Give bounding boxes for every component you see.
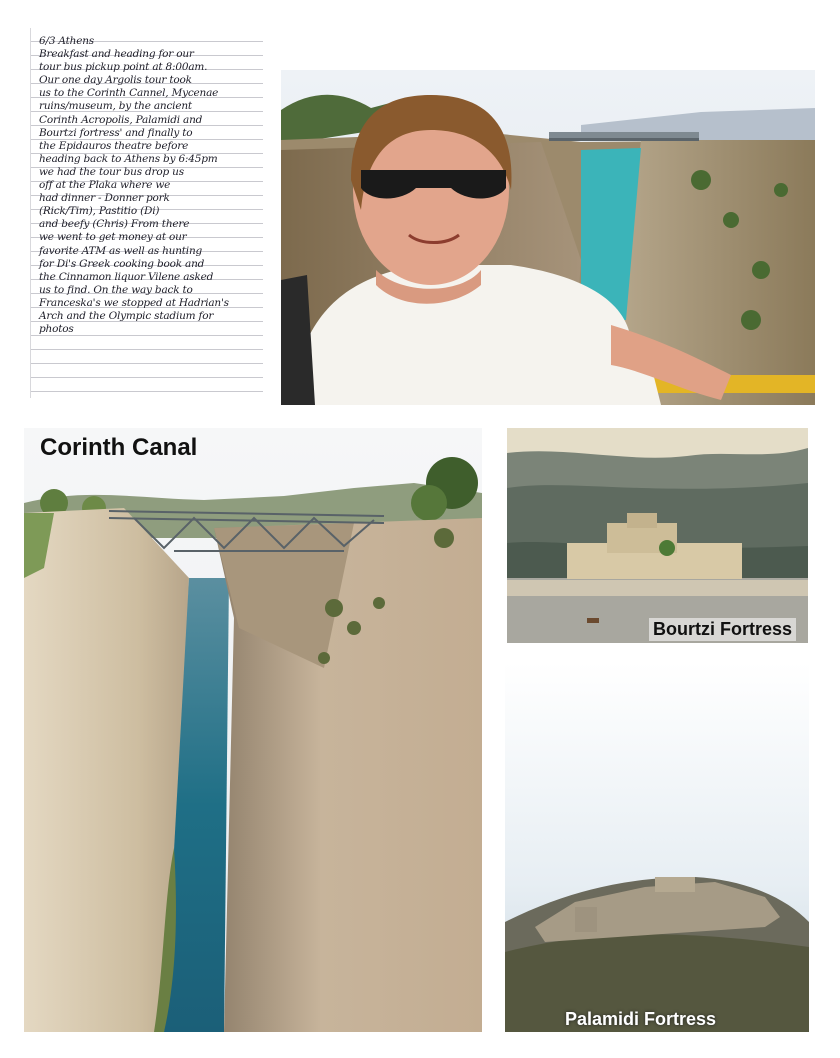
journal-line: tour bus pickup point at 8:00am. [39,61,208,74]
journal-line: 6/3 Athens [39,35,94,47]
journal-line: ruins/museum, by the ancient [39,100,192,113]
journal-line: the Cinnamon liquor Vilene asked [39,270,214,283]
palamidi-fortress-photo [505,662,809,1032]
journal-line: (Rick/Tim), Pastitio (Di) [39,205,160,218]
journal-line: heading back to Athens by 6:45pm [39,152,218,165]
bourtzi-fortress-caption: Bourtzi Fortress [649,618,796,641]
journal-line: Our one day Argolis tour took [39,74,192,87]
bourtzi-fortress-photo [507,428,808,643]
selfie-photo [281,70,815,405]
journal-line: Bourtzi fortress' and finally to [39,126,193,139]
journal-line: off at the Plaka where we [39,179,171,192]
journal-line: favorite ATM as well as hunting [39,244,203,257]
journal-line: and beefy (Chris) From there [39,218,190,231]
journal-text [35,35,229,336]
journal-line: Corinth Acropolis, Palamidi and [39,113,203,126]
journal-line: Arch and the Olympic stadium for [39,309,214,322]
journal-line: us to the Corinth Cannel, Mycenae [39,87,219,100]
journal-line: for Di's Greek cooking book and [39,257,205,270]
journal-line: Breakfast and heading for our [39,48,194,61]
journal-line: photos [39,323,74,336]
palamidi-fortress-caption: Palamidi Fortress [565,1009,717,1029]
journal-line: the Epidauros theatre before [39,139,189,152]
journal-line: Franceska's we stopped at Hadrian's [39,296,229,309]
corinth-canal-caption: Corinth Canal [40,434,198,461]
journal-line: had dinner - Donner pork [39,192,170,205]
journal-line: we had the tour bus drop us [39,165,184,178]
journal-line: us to find. On the way back to [39,283,193,296]
journal-page [30,28,263,398]
corinth-canal-photo [24,428,482,1032]
journal-line: we went to get money at our [39,231,187,244]
